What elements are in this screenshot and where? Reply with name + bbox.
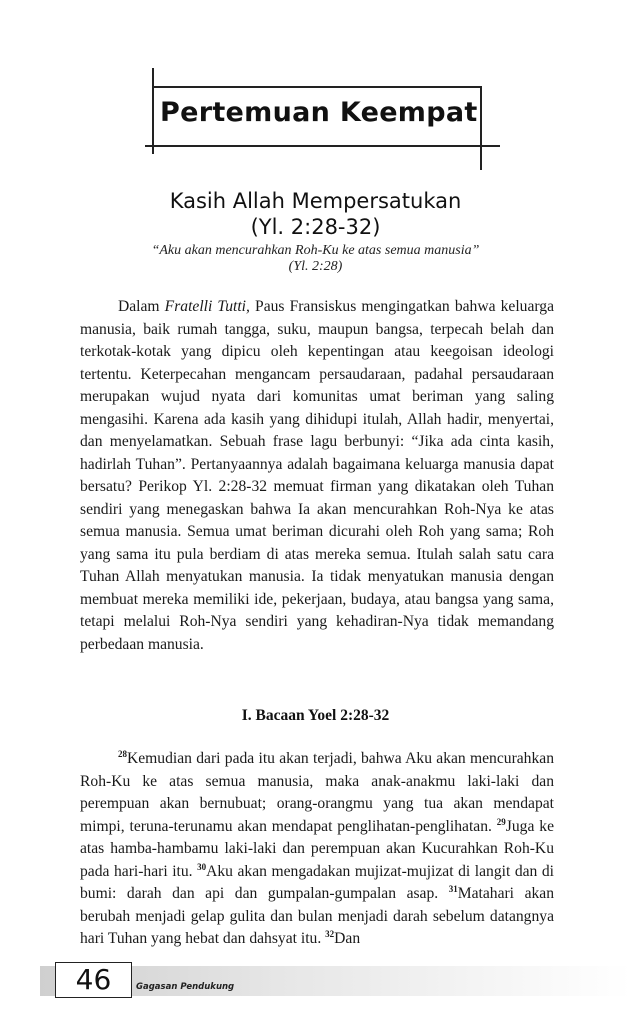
verse-29: Juga ke atas hamba-hambamu laki-laki dan perempuan akan Kucurahkan Roh-Ku pada hari-hari itu.: [80, 817, 554, 880]
reading-paragraph: [80, 748, 554, 951]
epigraph: [0, 243, 631, 275]
frame-line-left-vertical: [152, 68, 154, 154]
intro-start: Dalam: [118, 298, 165, 315]
verse-number-29: 29: [496, 816, 506, 827]
verse-30: Aku akan mengadakan mujizat-mujizat di langit dan di bumi: darah dan api dan gumpalan-gumpalan asap.: [80, 862, 555, 902]
reading-subheading: I. Bacaan Yoel 2:28-32: [241, 707, 390, 724]
intro-rest: Paus Fransiskus mengingatkan bahwa keluarga manusia, baik rumah tangga, suku, maupun bangsa, terpecah belah dan terkotak-kotak yang dipicu oleh kepentingan atau keegoisan ideologi tertentu. Keterpecahan mengancam persaudaraan, padahal persaudaraan merupakan wujud nyata dari komunitas umat beriman yang saling mengasihi. Karena ada kasih yang dihidupi itulah, Allah hadir, menyertai, dan menyelamatkan. Sebuah frase lagu berbunyi: “Jika ada cinta kasih, hadirlah Tuhan”. Pertanyaannya adalah bagaimana keluarga manusia dapat bersatu? Perikop Yl. 2:28-32 memuat firman yang dikatakan oleh Tuhan sendiri yang menegaskan bahwa Ia akan mencurahkan Roh-Nya ke atas semua manusia. Semua umat beriman dicurahi oleh Roh yang sama; Roh yang sama itu pula berdiam di atas mereka semua. Itulah salah satu cara Tuhan Allah menyatukan manusia. Ia tidak menyatukan manusia dengan membuat mereka memiliki ide, pekerjaan, budaya, atau bangsa yang sama, tetapi melalui Roh-Nya sendiri yang kehadiran-Nya tidak memandang perbedaan manusia.: [80, 298, 555, 653]
frame-line-right-vertical: [480, 86, 482, 170]
verse-28: Kemudian dari pada itu akan terjadi, bahwa Aku akan mencurahkan Roh-Ku ke atas semua manusia, maka anak-anakmu laki-laki dan perempuan akan bernubuat; orang-orangmu yang tua akan mendapat mimpi, teruna-terunamu akan mendapat penglihatan-penglihatan.: [80, 750, 554, 835]
footer-label: Gagasan Pendukung: [136, 982, 235, 992]
frame-line-top: [152, 86, 482, 88]
verse-number-28: 28: [118, 748, 127, 759]
intro-paragraph: [80, 296, 554, 656]
verse-number-30: 30: [197, 861, 207, 872]
epigraph-reference: (Yl. 2:28): [288, 259, 343, 274]
verse-31: Matahari akan berubah menjadi gelap gulita dan bulan menjadi darah sebelum datangnya hari Tuhan yang hebat dan dahsyat itu.: [80, 885, 555, 947]
verse-number-32: 32: [325, 928, 335, 939]
chapter-title: Pertemuan Keempat: [160, 97, 478, 128]
section-title-reference: (Yl. 2:28-32): [250, 215, 381, 239]
section-title: [0, 188, 631, 240]
verse-number-31: 31: [448, 883, 458, 894]
epigraph-quote: “Aku akan mencurahkan Roh-Ku ke atas semua manusia”: [151, 243, 480, 258]
frame-line-bottom: [145, 145, 500, 147]
verse-32: Dan: [334, 930, 361, 947]
intro-italic-title: Fratelli Tutti,: [164, 298, 250, 315]
section-title-main: Kasih Allah Mempersatukan: [169, 189, 462, 213]
page-number: 46: [55, 962, 132, 998]
